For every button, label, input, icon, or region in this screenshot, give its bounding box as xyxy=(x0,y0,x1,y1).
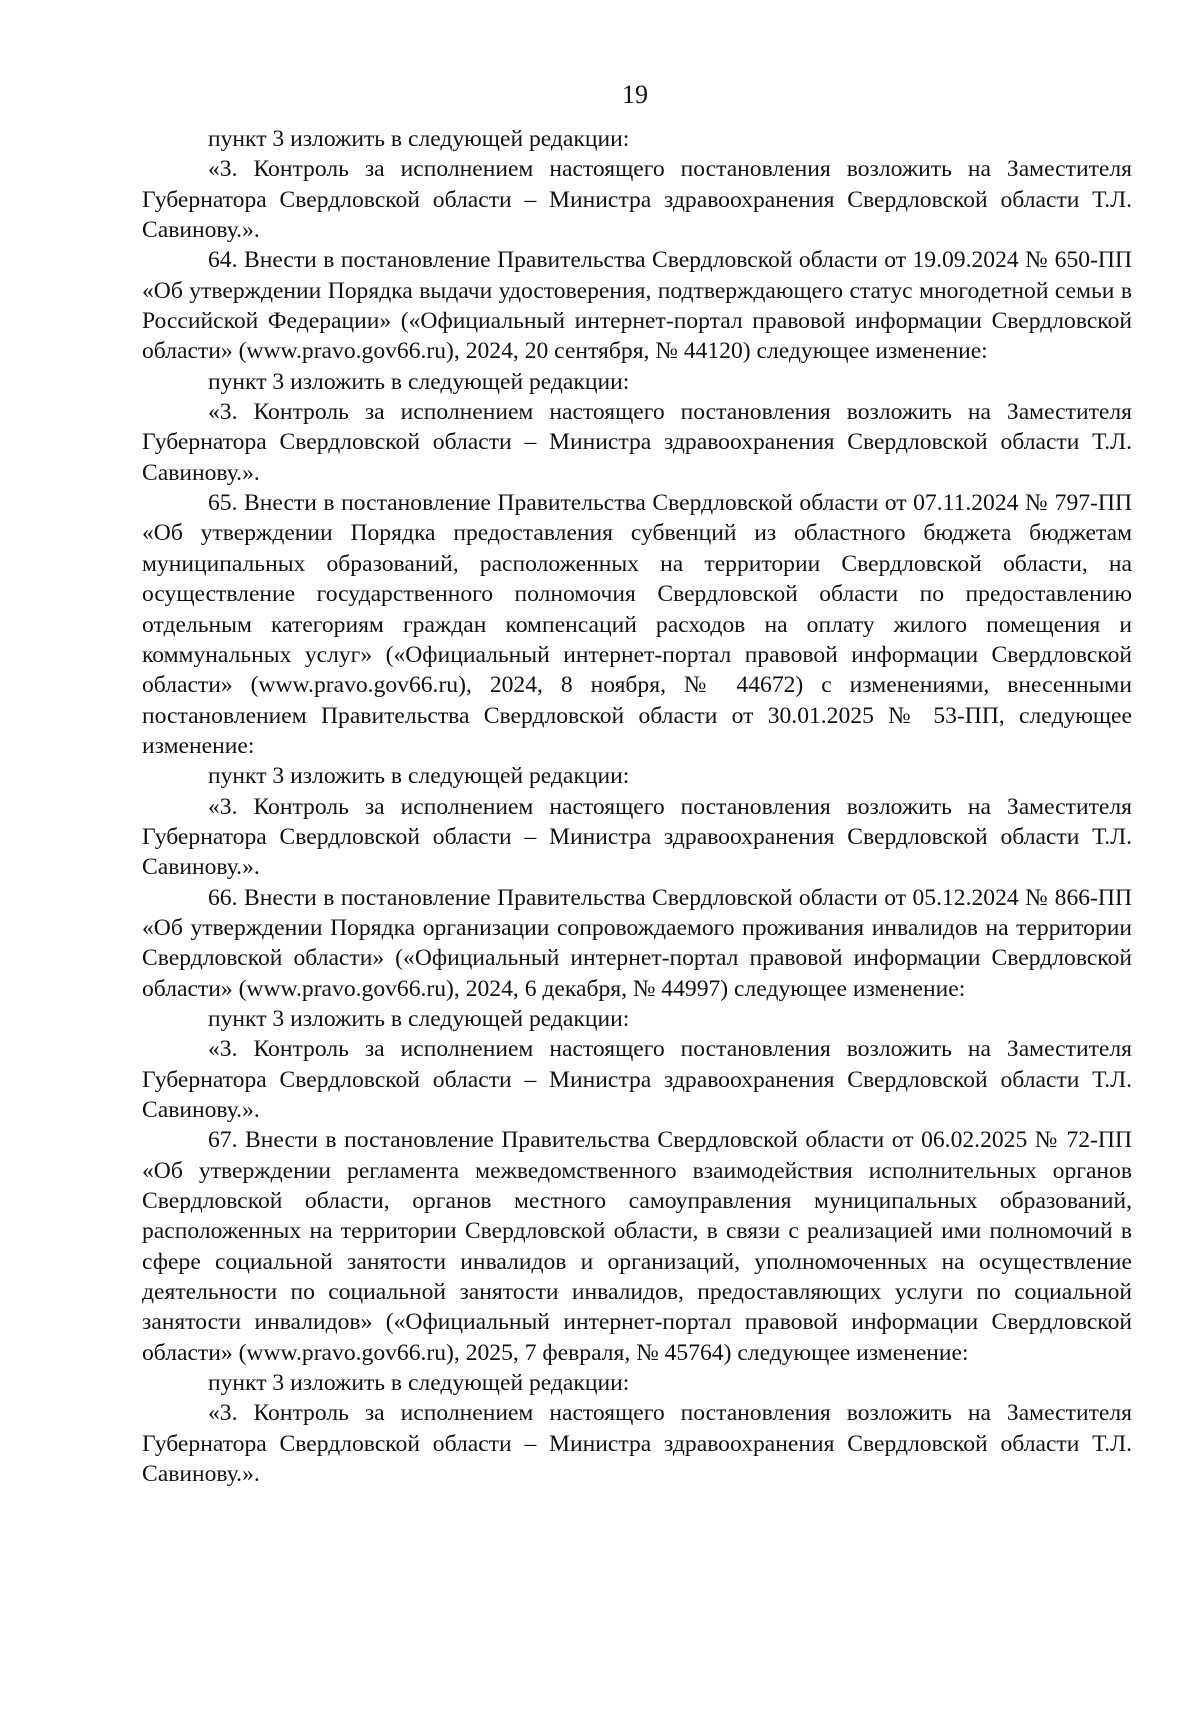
paragraph-item-66: 66. Внести в постановление Правительства Свердловской области от 05.12.2024 № 866-ПП «Об утверждении Порядка организации сопровождаемого проживания инвалидов на территории Свердловской области» («Официальный интернет-портал правовой информации Свердловской области» (www.pravo.gov66.ru), 2024, 6 декабря, № 44997) следующее изменение: xyxy=(142,884,1132,1002)
paragraph-instruction: пункт 3 изложить в следующей редакции: xyxy=(208,368,630,395)
paragraph-instruction: пункт 3 изложить в следующей редакции: xyxy=(208,1370,630,1397)
paragraph-instruction: пункт 3 изложить в следующей редакции: xyxy=(208,126,630,152)
paragraph-control-clause: «3. Контроль за исполнением настоящего постановления возложить на Заместителя Губернатора Свердловской области – Министра здравоохранения Свердловской области Т.Л. Савинову.». xyxy=(142,1400,1132,1488)
paragraph-item-65: 65. Внести в постановление Правительства Свердловской области от 07.11.2024 № 797-ПП «Об утверждении Порядка предоставления субвенций из областного бюджета бюджетам муниципальных образований, расположенных на территории Свердловской области, на осуществление государственного полномочия Свердловской области по предоставлению отдельным категориям граждан компенсаций расходов на оплату жилого помещения и коммунальных услуг» («Официальный интернет-портал правовой информации Свердловской области» (www.pravo.gov66.ru), 2024, 8 ноября, № 44672) с изменениями, внесенными постановлением Правительства Свердловской области от 30.01.2025 № 53-ПП, следующее изменение: xyxy=(142,490,1132,759)
paragraph-instruction: пункт 3 изложить в следующей редакции: xyxy=(208,1005,630,1032)
paragraph-control-clause: «3. Контроль за исполнением настоящего постановления возложить на Заместителя Губернатора Свердловской области – Министра здравоохранения Свердловской области Т.Л. Савинову.». xyxy=(142,793,1132,881)
document-body xyxy=(142,124,1132,1489)
paragraph-item-67: 67. Внести в постановление Правительства Свердловской области от 06.02.2025 № 72-ПП «Об утверждении регламента межведомственного взаимодействия исполнительных органов Свердловской области, органов местного самоуправления муниципальных образований, расположенных на территории Свердловской области, в связи с реализацией ими полномочий в сфере социальной занятости инвалидов и организаций, уполномоченных на осуществление деятельности по социальной занятости инвалидов, предоставляющих услуги по социальной занятости инвалидов» («Официальный интернет-портал правовой информации Свердловской области» (www.pravo.gov66.ru), 2025, 7 февраля, № 45764) следующее изменение: xyxy=(142,1127,1132,1366)
paragraph-item-64: 64. Внести в постановление Правительства Свердловской области от 19.09.2024 № 650-ПП «Об утверждении Порядка выдачи удостоверения, подтверждающего статус многодетной семьи в Российской Федерации» («Официальный интернет-портал правовой информации Свердловской области» (www.pravo.gov66.ru), 2024, 20 сентября, № 44120) следующее изменение: xyxy=(142,247,1132,365)
paragraph-instruction: пункт 3 изложить в следующей редакции: xyxy=(208,763,630,790)
paragraph-control-clause: «3. Контроль за исполнением настоящего постановления возложить на Заместителя Губернатора Свердловской области – Министра здравоохранения Свердловской области Т.Л. Савинову.». xyxy=(142,156,1132,244)
page-number: 19 xyxy=(622,80,648,109)
paragraph-control-clause: «3. Контроль за исполнением настоящего постановления возложить на Заместителя Губернатора Свердловской области – Министра здравоохранения Свердловской области Т.Л. Савинову.». xyxy=(142,1036,1132,1123)
paragraph-control-clause: «3. Контроль за исполнением настоящего постановления возложить на Заместителя Губернатора Свердловской области – Министра здравоохранения Свердловской области Т.Л. Савинову.». xyxy=(142,399,1132,486)
